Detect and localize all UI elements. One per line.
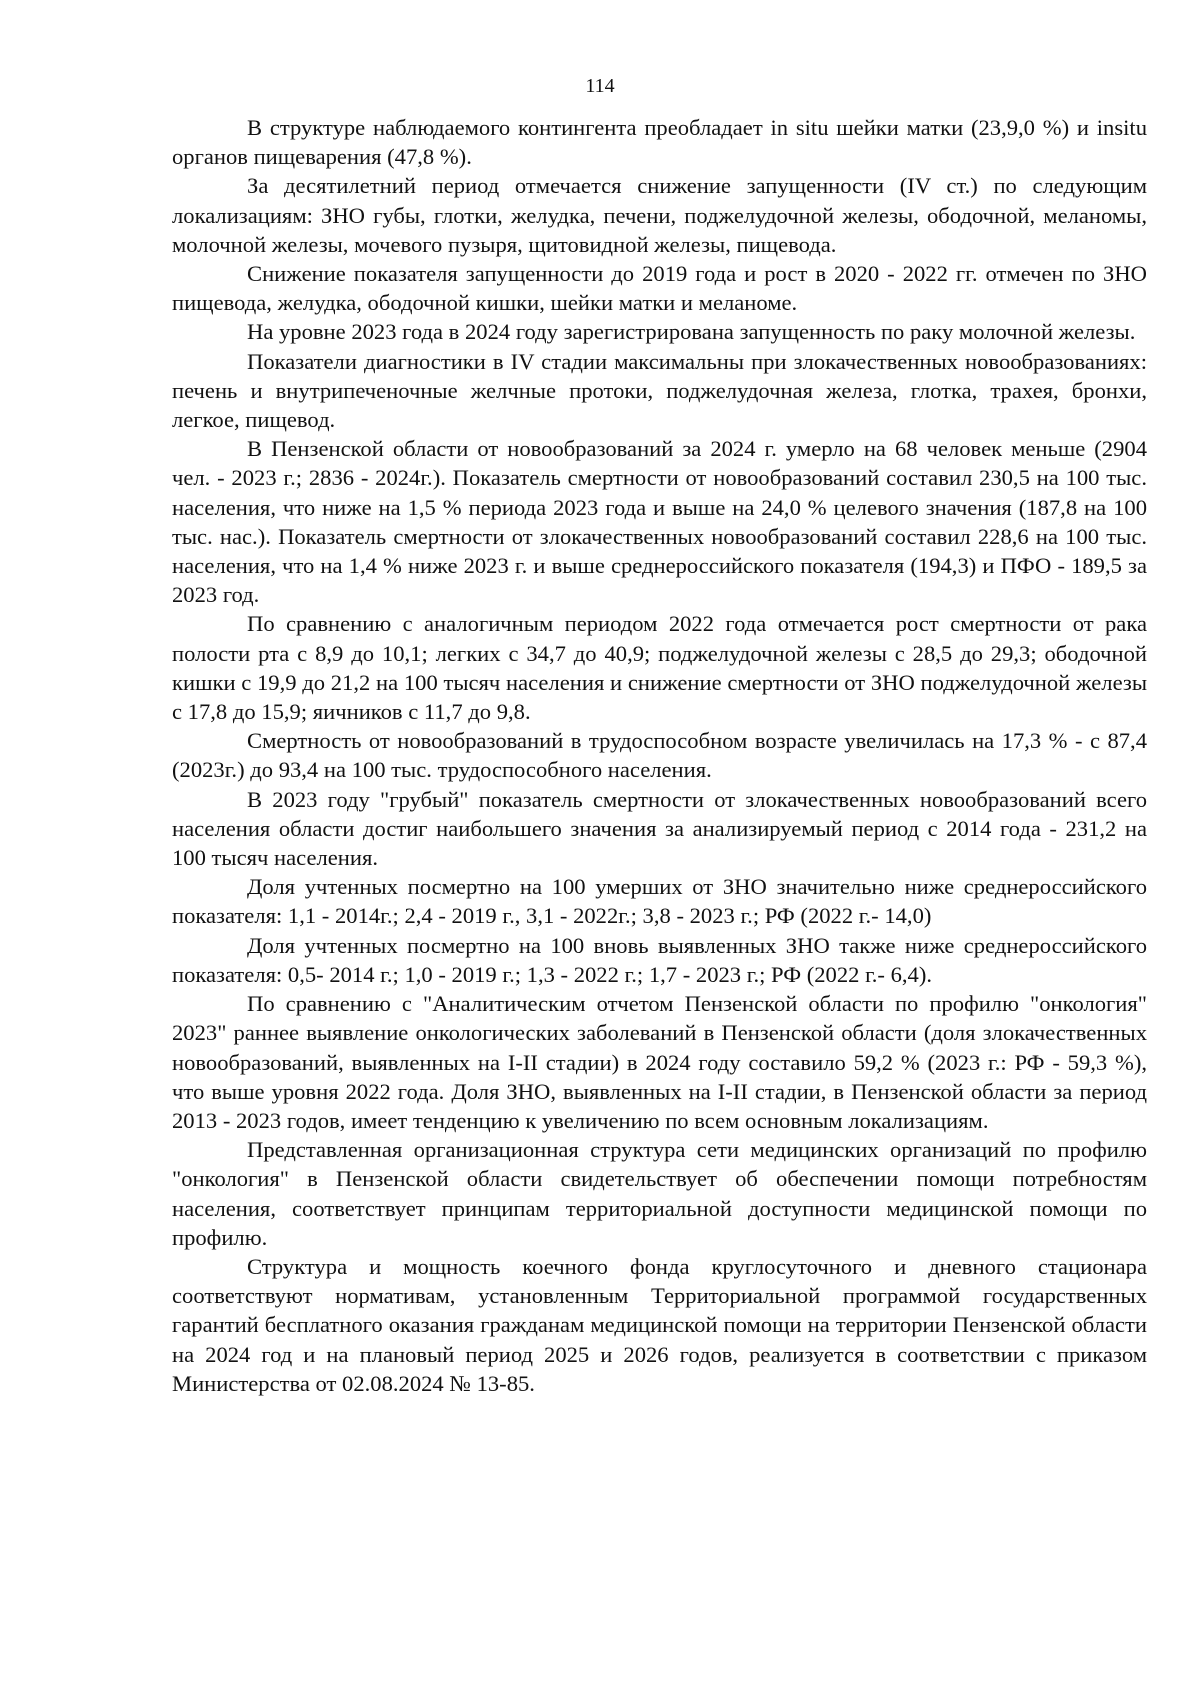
paragraph-early-detection: По сравнению с "Аналитическим отчетом Пензенской области по профилю "онкология" 2023" раннее выявление онкологических заболеваний в Пензенской области (доля злокачественных новообразований, выявленных на I-II стадии) в 2024 году составило 59,2 % (2023 г.: РФ - 59,3 %), что выше уровня 2022 года. Доля ЗНО, выявленных на I-II стадии, в Пензенской области за период 2013 - 2023 годов, имеет тенденцию к увеличению по всем основным локализациям. bbox=[172, 991, 1147, 1133]
paragraph-posthumous-per-deaths: Доля учтенных посмертно на 100 умерших от ЗНО значительно ниже среднероссийского показателя: 1,1 - 2014г.; 2,4 - 2019 г., 3,1 - 2022г.; 3,8 - 2023 г.; РФ (2022 г.- 14,0) bbox=[172, 874, 1147, 929]
page-number: 114 bbox=[585, 75, 615, 97]
paragraph-late-stage-decrease: За десятилетний период отмечается снижение запущенности (IV ст.) по следующим локализациям: ЗНО губы, глотки, желудка, печени, поджелудочной железы, ободочной, меланомы, молочной железы, мочевого пузыря, щитовидной железы, пищевода. bbox=[172, 173, 1147, 257]
paragraph-working-age-mortality: Смертность от новообразований в трудоспособном возрасте увеличилась на 17,3 % - с 87,4 (2023г.) до 93,4 на 100 тыс. трудоспособного населения. bbox=[172, 728, 1147, 783]
paragraph-mortality-overall: В Пензенской области от новообразований за 2024 г. умерло на 68 человек меньше (2904 чел. - 2023 г.; 2836 - 2024г.). Показатель смертности от новообразований составил 230,5 на 100 тыс. населения, что ниже на 1,5 % периода 2023 года и выше на 24,0 % целевого значения (187,8 на 100 тыс. нас.). Показатель смертности от злокачественных новообразований составил 228,6 на 100 тыс. населения, что на 1,4 % ниже 2023 г. и выше среднероссийского показателя (194,3) и ПФО - 189,5 за 2023 год. bbox=[172, 436, 1147, 608]
paragraph-mortality-by-site: По сравнению с аналогичным периодом 2022 года отмечается рост смертности от рака полости рта с 8,9 до 10,1; легких с 34,7 до 40,9; поджелудочной железы с 28,5 до 29,3; ободочной кишки с 19,9 до 21,2 на 100 тысяч населения и снижение смертности от ЗНО поджелудочной железы с 17,8 до 15,9; яичников с 11,7 до 9,8. bbox=[172, 611, 1147, 725]
paragraph-bed-fund: Структура и мощность коечного фонда круглосуточного и дневного стационара соответствуют нормативам, установленным Территориальной программой государственных гарантий бесплатного оказания гражданам медицинской помощи на территории Пензенской области на 2024 год и на плановый период 2025 и 2026 годов, реализуется в соответствии с приказом Министерства от 02.08.2024 № 13-85. bbox=[172, 1253, 1147, 1396]
paragraph-in-situ-structure: В структуре наблюдаемого контингента преобладает in situ шейки матки (23,9,0 %) и insitu органов пищеварения (47,8 %). bbox=[172, 115, 1147, 170]
paragraph-stage-iv-diagnostics: Показатели диагностики в IV стадии максимальны при злокачественных новообразованиях: печень и внутрипеченочные желчные протоки, поджелудочная железа, глотка, трахея, бронхи, легкое, пищевод. bbox=[172, 348, 1147, 433]
document-body bbox=[172, 113, 1147, 1398]
paragraph-posthumous-per-new-cases: Доля учтенных посмертно на 100 вновь выявленных ЗНО также ниже среднероссийского показателя: 0,5- 2014 г.; 1,0 - 2019 г.; 1,3 - 2022 г.; 1,7 - 2023 г.; РФ (2022 г.- 6,4). bbox=[172, 932, 1147, 987]
paragraph-late-stage-trend: Снижение показателя запущенности до 2019 года и рост в 2020 - 2022 гг. отмечен по ЗНО пищевода, желудка, ободочной кишки, шейки матки и меланоме. bbox=[172, 261, 1147, 316]
paragraph-crude-mortality: В 2023 году "грубый" показатель смертности от злокачественных новообразований всего населения области достиг наибольшего значения за анализируемый период с 2014 года - 231,2 на 100 тысяч населения. bbox=[172, 786, 1147, 871]
paragraph-breast-cancer-late-stage: На уровне 2023 года в 2024 году зарегистрирована запущенность по раку молочной железы. bbox=[247, 319, 1136, 345]
paragraph-network-structure: Представленная организационная структура сети медицинских организаций по профилю "онкология" в Пензенской области свидетельствует об обеспечении помощи потребностям населения, соответствует принципам территориальной доступности медицинской помощи по профилю. bbox=[172, 1137, 1147, 1250]
